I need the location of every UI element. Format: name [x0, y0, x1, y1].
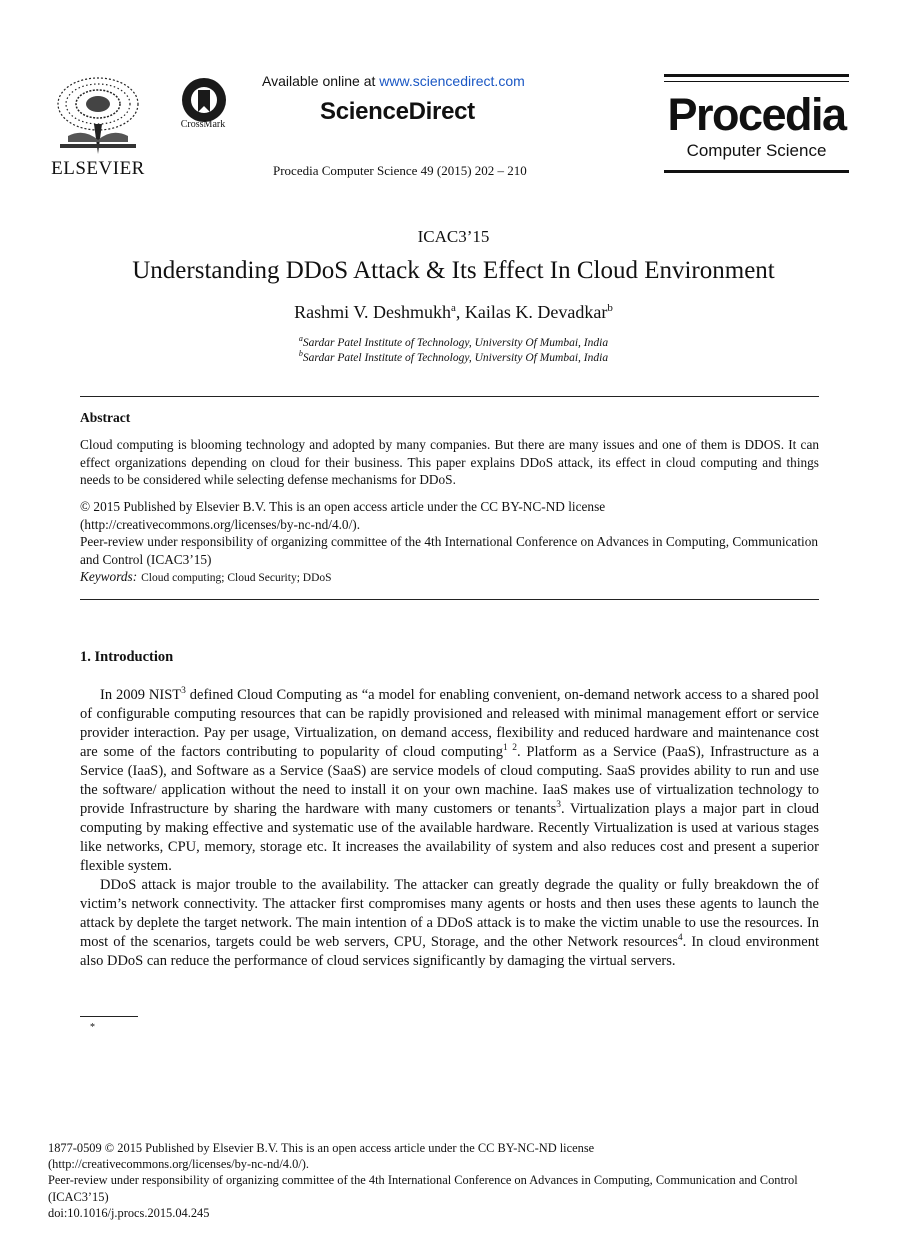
sciencedirect-wordmark: ScienceDirect: [320, 98, 475, 125]
license-block: [80, 498, 819, 568]
procedia-bottom-rule: [664, 170, 849, 173]
intro-paragraph-1: [80, 686, 819, 876]
footer-doi[interactable]: doi:10.1016/j.procs.2015.04.245: [48, 1205, 210, 1220]
keywords: [80, 569, 332, 585]
procedia-logo: [664, 74, 849, 174]
journal-citation: Procedia Computer Science 49 (2015) 202 – 210: [273, 163, 527, 178]
keywords-list: Cloud computing; Cloud Security; DDoS: [141, 572, 332, 584]
footnote-mark: *: [90, 1022, 95, 1033]
paragraph-text: . In cloud environment also DDoS can reduce the performance of cloud services significantly by damaging the virtual servers.: [80, 934, 819, 969]
elsevier-logo: [50, 74, 146, 178]
affiliation-a: [0, 334, 907, 349]
page-footer: [48, 1140, 848, 1221]
paragraph-text: defined Cloud Computing as “a model for enabling convenient, on-demand network access to a shared pool of configurable computing resources that can be rapidly provisioned and released with minimal management effort or service provider interaction. Pay per usage, Virtualization, on demand access, flexibility and reduced hardware and maintenance cost are some of the factors contributing to popularity of cloud computing: [80, 687, 819, 760]
affiliation-mark: a: [298, 334, 303, 343]
procedia-wordmark: Procedia: [667, 89, 846, 140]
paragraph-text: DDoS attack is major trouble to the availability. The attacker can greatly degrade the quality or fully breakdown the of victim’s network connectivity. The attacker first compromises many agents or hosts and then uses these agents to launch the attack by deplete the target network. The main intention of a DDoS attack is to make the victim unable to use the resources. In most of the scenarios, targets could be web servers, CPU, Storage, and the other Network resources: [80, 877, 819, 950]
author-name: Kailas K. Devadkar: [464, 302, 608, 322]
affiliation-b: [0, 349, 907, 364]
abstract-heading: Abstract: [80, 410, 131, 425]
license-link[interactable]: (http://creativecommons.org/licenses/by-nc-nd/4.0/).: [80, 516, 361, 532]
conference-label: ICAC3’15: [417, 227, 490, 246]
intro-paragraph-2: [80, 876, 819, 971]
author-list: [0, 302, 907, 323]
procedia-top-rule: [664, 74, 849, 77]
abstract-text: Cloud computing is blooming technology and adopted by many companies. But there are many issues and one of them is DDOS. It can effect organizations depending on cloud for their business. This paper explains DDoS attack, its effect in cloud computing and things needs to be considered while selecting defense mechanisms for DDoS.: [80, 437, 819, 487]
elsevier-tree-icon: [54, 74, 142, 154]
citation-marker[interactable]: 1 2: [503, 743, 518, 754]
paragraph-text: In 2009 NIST: [100, 687, 182, 703]
crossmark-label: CrossMark: [180, 119, 226, 130]
affiliation-text: Sardar Patel Institute of Technology, University Of Mumbai, India: [302, 351, 609, 364]
citation-marker[interactable]: 3: [181, 686, 186, 697]
affiliation-mark: b: [298, 349, 303, 358]
footer-peer-review: Peer-review under responsibility of organizing committee of the 4th International Conference on Advances in Computing, Communication and Control (ICAC3’15): [48, 1173, 798, 1204]
author-separator: ,: [455, 302, 465, 322]
available-prefix: Available online at: [262, 73, 380, 89]
procedia-top-rule-thin: [664, 81, 849, 82]
paragraph-text: . Platform as a Service (PaaS), Infrastructure as a Service (IaaS), and Software as a Service (SaaS) are service models of cloud computing. SaaS provides ability to run and use the software/ application without the need to install it on your own machine. IaaS makes use of virtualization technology to provide Infrastructure by sharing the hardware with many customers or tenants: [80, 744, 820, 817]
footnote-rule: [80, 1016, 138, 1017]
paragraph-text: . Virtualization plays a major part in cloud computing by making effective and systematic use of the available hardware. Recently Virtualization is used at various stages like networks, CPU, memory, storage etc. It increases the availability of system and also reduces cost and present a superior flexible system.: [80, 801, 819, 874]
citation-marker[interactable]: 4: [677, 933, 683, 944]
abstract-bottom-rule: [80, 599, 819, 600]
author-name: Rashmi V. Deshmukh: [294, 302, 451, 322]
keywords-label: Keywords:: [80, 569, 138, 584]
author-mark: a: [451, 302, 456, 314]
affiliation-text: Sardar Patel Institute of Technology, University Of Mumbai, India: [302, 336, 609, 349]
peer-review-note: Peer-review under responsibility of organizing committee of the 4th International Conference on Advances in Computing, Communication and Control (ICAC3’15): [80, 534, 819, 567]
license-line: © 2015 Published by Elsevier B.V. This is an open access article under the CC BY-NC-ND license: [80, 499, 606, 514]
citation-marker[interactable]: 3: [556, 800, 562, 811]
abstract-top-rule: [80, 396, 819, 397]
sciencedirect-link[interactable]: www.sciencedirect.com: [379, 73, 525, 89]
available-online: [262, 73, 525, 89]
paper-title: Understanding DDoS Attack & Its Effect In Cloud Environment: [132, 257, 775, 284]
footer-license-link[interactable]: (http://creativecommons.org/licenses/by-nc-nd/4.0/).: [48, 1157, 309, 1172]
section-heading: 1. Introduction: [80, 649, 174, 665]
footer-issn-license: 1877-0509 © 2015 Published by Elsevier B.V. This is an open access article under the CC BY-NC-ND license: [48, 1141, 595, 1155]
author-mark: b: [607, 302, 613, 314]
publisher-name: ELSEVIER: [51, 158, 145, 179]
procedia-subtitle: Computer Science: [686, 141, 827, 160]
